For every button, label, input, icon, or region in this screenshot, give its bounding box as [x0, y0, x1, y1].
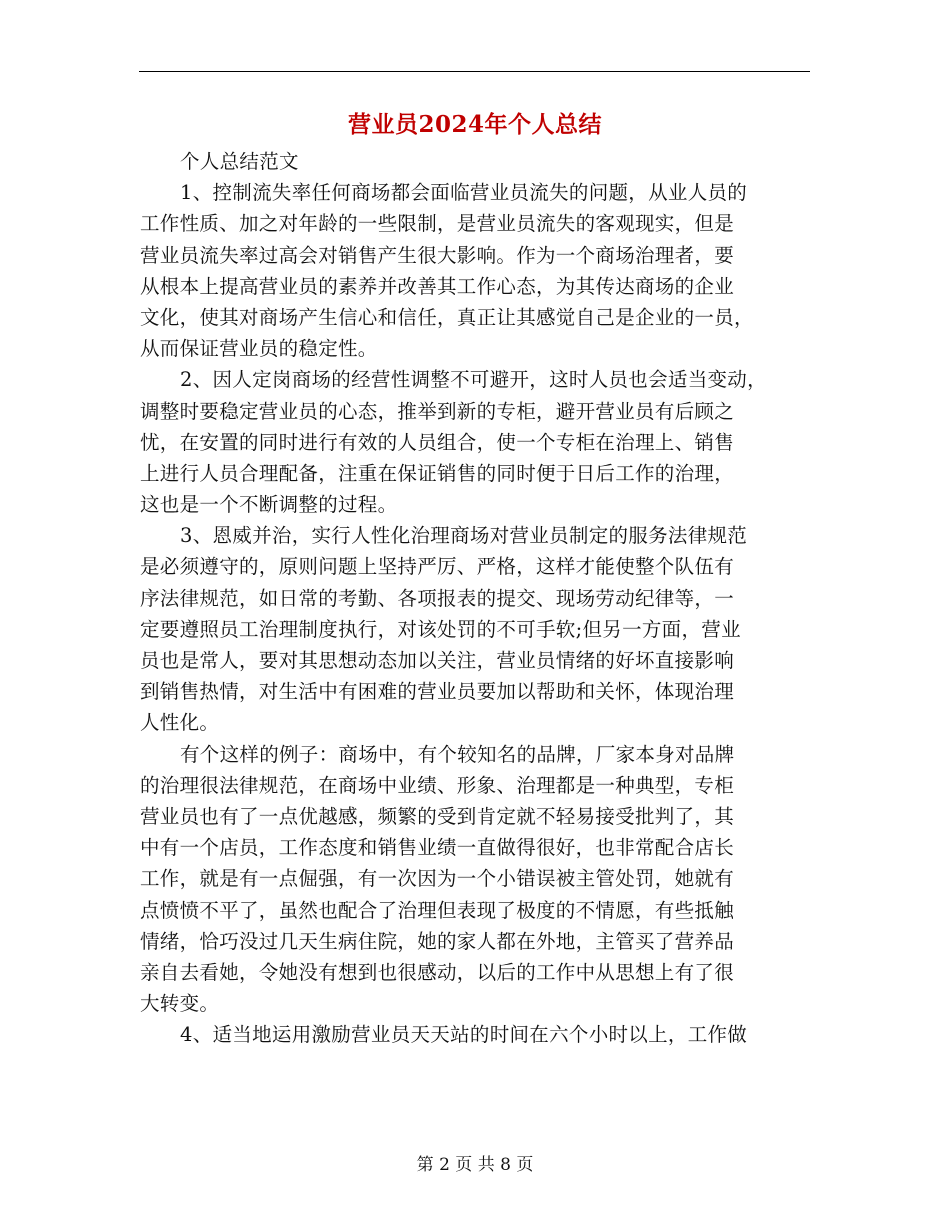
paragraph-intro: [140, 146, 840, 177]
text-line: 中有一个店员，工作态度和销售业绩一直做得很好，也非常配合店长: [140, 836, 735, 860]
text-line: 员也是常人，要对其思想动态加以关注，营业员情绪的好坏直接影响: [140, 649, 735, 672]
text-line: 工作，就是有一点倔强，有一次因为一个小错误被主管处罚，她就有: [140, 867, 735, 891]
text-line: 人性化。: [140, 711, 220, 735]
text-line: 从而保证营业员的稳定性。: [140, 337, 378, 361]
document-title: 营业员2024年个人总结: [347, 111, 602, 138]
text-line: 有个这样的例子：商场中，有个较知名的品牌，厂家本身对品牌: [180, 742, 735, 766]
text-line: 是必须遵守的，原则问题上坚持严厉、严格，这样才能使整个队伍有: [140, 555, 735, 579]
text-line: 点愤愤不平了，虽然也配合了治理但表现了极度的不情愿，有些抵触: [140, 898, 735, 922]
paragraph-4: [140, 1019, 840, 1050]
paragraph-3: [140, 520, 840, 738]
text-line: 这也是一个不断调整的过程。: [140, 493, 398, 517]
text-line: 序法律规范，如日常的考勤、各项报表的提交、现场劳动纪律等，一: [140, 586, 735, 610]
text-line: 大转变。: [140, 992, 220, 1016]
text-line: 上进行人员合理配备，注重在保证销售的同时便于日后工作的治理，: [140, 461, 735, 485]
text-line: 个人总结范文: [180, 150, 299, 173]
text-line: 1、控制流失率任何商场都会面临营业员流失的问题，从业人员的: [180, 181, 748, 205]
text-line: 到销售热情，对生活中有困难的营业员要加以帮助和关怀，体现治理: [140, 680, 735, 704]
text-line: 情绪，恰巧没过几天生病住院，她的家人都在外地，主管买了营养品: [140, 929, 735, 953]
text-line: 从根本上提高营业员的素养并改善其工作心态，为其传达商场的企业: [140, 274, 735, 298]
header-rule: [139, 71, 810, 72]
text-line: 定要遵照员工治理制度执行，对该处罚的不可手软;但另一方面，营业: [140, 617, 741, 641]
text-line: 亲自去看她，令她没有想到也很感动，以后的工作中从思想上有了很: [140, 960, 735, 984]
text-line: 文化，使其对商场产生信心和信任，真正让其感觉自己是企业的一员，: [140, 305, 754, 329]
text-line: 忧，在安置的同时进行有效的人员组合，使一个专柜在治理上、销售: [140, 430, 735, 454]
page-number: 第 2 页 共 8 页: [416, 1155, 534, 1175]
text-line: 营业员也有了一点优越感，频繁的受到肯定就不轻易接受批判了，其: [140, 804, 735, 828]
text-line: 4、适当地运用激励营业员天天站的时间在六个小时以上，工作做: [180, 1023, 748, 1047]
text-line: 工作性质、加之对年龄的一些限制，是营业员流失的客观现实，但是: [140, 212, 735, 236]
paragraph-example: [140, 739, 840, 1020]
paragraph-2: [140, 364, 840, 520]
text-line: 2、因人定岗商场的经营性调整不可避开，这时人员也会适当变动，: [180, 368, 767, 392]
text-line: 3、恩威并治，实行人性化治理商场对营业员制定的服务法律规范: [180, 524, 748, 548]
text-line: 调整时要稳定营业员的心态，推举到新的专柜，避开营业员有后顾之: [140, 399, 735, 423]
text-line: 营业员流失率过高会对销售产生很大影响。作为一个商场治理者，要: [140, 243, 735, 267]
document-body: [140, 146, 840, 1050]
text-line: 的治理很法律规范，在商场中业绩、形象、治理都是一种典型，专柜: [140, 773, 735, 797]
paragraph-1: [140, 177, 840, 364]
